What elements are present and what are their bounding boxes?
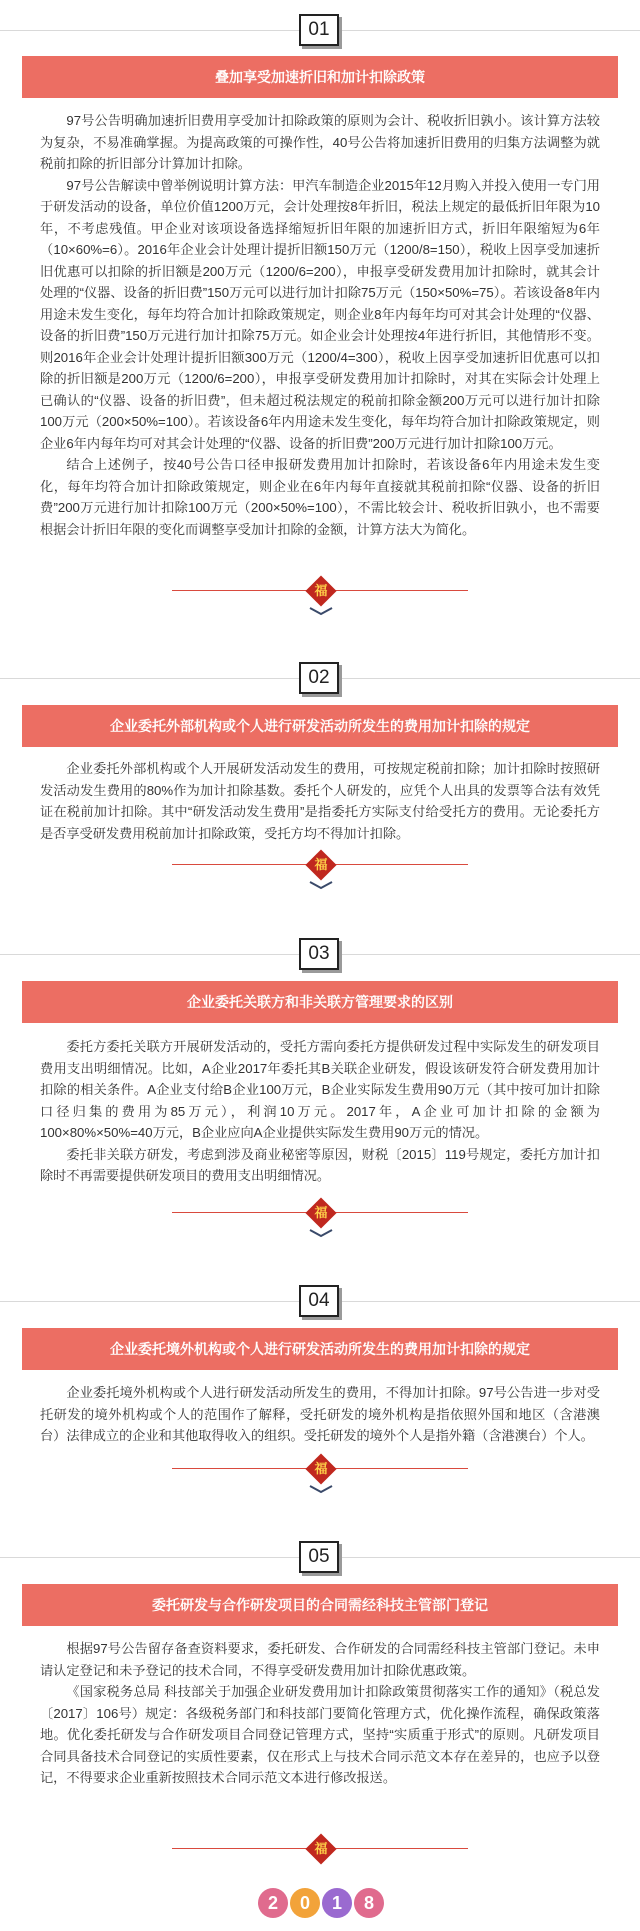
section-number-04 bbox=[0, 1285, 640, 1319]
chevron-down-icon bbox=[308, 1484, 334, 1494]
section-title-banner bbox=[22, 1584, 618, 1626]
paragraph: 根据97号公告留存备查资料要求，委托研发、合作研发的合同需经科技主管部门登记。未申请认定登记和未予登记的技术合同，不得享受研发费用加计扣除优惠政策。 bbox=[40, 1641, 600, 1678]
section-body bbox=[40, 1638, 600, 1789]
year-logo bbox=[250, 1878, 390, 1924]
year-digit: 8 bbox=[354, 1888, 384, 1918]
section-body bbox=[40, 758, 600, 844]
section-divider: 福 bbox=[0, 1456, 640, 1496]
section-number-05 bbox=[0, 1541, 640, 1575]
section-divider: 福 bbox=[0, 578, 640, 618]
section-title-banner bbox=[22, 56, 618, 98]
section-number-box: 01 bbox=[299, 14, 339, 46]
paragraph: 《国家税务总局 科技部关于加强企业研发费用加计扣除政策贯彻落实工作的通知》（税总发〔2017〕106号）规定：各级税务部门和科技部门要简化管理方式，优化操作流程，确保政策落地。优化委托研发与合作研发项目合同登记管理方式，坚持“实质重于形式”的原则。凡研发项目合同具备技术合同登记的实质性要素，仅在形式上与技术合同示范文本存在差异的，也应予以登记，不得要求企业重新按照技术合同示范文本进行修改报送。 bbox=[40, 1684, 600, 1785]
section-title-banner bbox=[22, 981, 618, 1023]
section-title: 叠加享受加速折旧和加计扣除政策 bbox=[215, 69, 425, 85]
chevron-down-icon bbox=[308, 880, 334, 890]
section-title: 委托研发与合作研发项目的合同需经科技主管部门登记 bbox=[152, 1597, 488, 1613]
paragraph: 委托非关联方研发，考虑到涉及商业秘密等原因，财税〔2015〕119号规定，委托方加计扣除时不再需要提供研发项目的费用支出明细情况。 bbox=[40, 1146, 600, 1183]
section-divider: 福 bbox=[0, 1836, 640, 1876]
paragraph: 97号公告解读中曾举例说明计算方法：甲汽车制造企业2015年12月购入并投入使用一专门用于研发活动的设备，单位价值1200万元，会计处理按8年折旧，税法上规定的最低折旧年限为10年，不考虑残值。甲企业对该项设备选择缩短折旧年限的加速折旧方式，折旧年限缩短为6年（10×60%=6）。2016年企业会计处理计提折旧额150万元（1200/8=150），税收上因享受加速折旧优惠可以扣除的折旧额是200万元（1200/6=200），申报享受研发费用加计扣除时，就其会计处理的“仪器、设备的折旧费”150万元可以进行加计扣除75万元（150×50%=75）。若该设备8年内用途未发生变化，每年均符合加计扣除政策规定，则企业8年内每年均可对其会计处理的“仪器、设备的折旧费”150万元进行加计扣除75万元。如企业会计处理按4年进行折旧，其他情形不变。则2016年企业会计处理计提折旧额300万元（1200/4=300），税收上因享受加速折旧优惠可以扣除的折旧额是200万元（1200/6=200），申报享受研发费用加计扣除时，对其在实际会计处理上已确认的“仪器、设备的折旧费”，但未超过税法规定的税前扣除金额200万元可以进行加计扣除100万元（200×50%=100）。若该设备6年内用途未发生变化，每年均符合加计扣除政策规定，则企业6年内每年均可对其会计处理的“仪器、设备的折旧费”200万元进行加计扣除100万元。 bbox=[40, 177, 600, 451]
year-digit: 1 bbox=[322, 1888, 352, 1918]
year-digit: 2 bbox=[258, 1888, 288, 1918]
paragraph: 委托方委托关联方开展研发活动的，受托方需向委托方提供研发过程中实际发生的研发项目费用支出明细情况。比如，A企业2017年委托其B关联企业研发，假设该研发符合研发费用加计扣除的相关条件。A企业支付给B企业100万元，B企业实际发生费用90万元（其中按可加计扣除口径归集的费用为85万元），利润10万元。2017年，A企业可加计扣除的金额为100×80%×50%=40万元，B企业应向A企业提供实际发生费用90万元的情况。 bbox=[40, 1039, 600, 1140]
section-title: 企业委托境外机构或个人进行研发活动所发生的费用加计扣除的规定 bbox=[110, 1341, 530, 1357]
section-body bbox=[40, 1382, 600, 1447]
chevron-down-icon bbox=[308, 1228, 334, 1238]
section-divider: 福 bbox=[0, 1200, 640, 1240]
section-title-banner bbox=[22, 705, 618, 747]
section-title-banner bbox=[22, 1328, 618, 1370]
section-number-box: 04 bbox=[299, 1285, 339, 1317]
section-number-box: 03 bbox=[299, 938, 339, 970]
year-digit: 0 bbox=[290, 1888, 320, 1918]
section-divider: 福 bbox=[0, 852, 640, 892]
section-title: 企业委托关联方和非关联方管理要求的区别 bbox=[187, 994, 453, 1010]
section-title: 企业委托外部机构或个人进行研发活动所发生的费用加计扣除的规定 bbox=[110, 718, 530, 734]
section-number-box: 02 bbox=[299, 662, 339, 694]
section-number-02 bbox=[0, 662, 640, 696]
section-number-01 bbox=[0, 14, 640, 48]
section-body bbox=[40, 110, 600, 540]
section-number-box: 05 bbox=[299, 1541, 339, 1573]
chevron-down-icon bbox=[308, 606, 334, 616]
paragraph: 企业委托外部机构或个人开展研发活动发生的费用，可按规定税前扣除；加计扣除时按照研发活动发生费用的80%作为加计扣除基数。委托个人研发的，应凭个人出具的发票等合法有效凭证在税前加计扣除。其中“研发活动发生费用”是指委托方实际支付给受托方的费用。无论委托方是否享受研发费用税前加计扣除政策，受托方均不得加计扣除。 bbox=[40, 761, 600, 841]
paragraph: 企业委托境外机构或个人进行研发活动所发生的费用，不得加计扣除。97号公告进一步对受托研发的境外机构或个人的范围作了解释，受托研发的境外机构是指依照外国和地区（含港澳台）法律成立的企业和其他取得收入的组织。受托研发的境外个人是指外籍（含港澳台）个人。 bbox=[40, 1385, 600, 1443]
paragraph: 结合上述例子，按40号公告口径申报研发费用加计扣除时，若该设备6年内用途未发生变化，每年均符合加计扣除政策规定，则企业在6年内每年直接就其税前扣除“仪器、设备的折旧费”200万元进行加计扣除100万元（200×50%=100），不需比较会计、税收折旧孰小，也不需要根据会计折旧年限的变化而调整享受加计扣除的金额，计算方法大为简化。 bbox=[40, 457, 600, 537]
section-number-03 bbox=[0, 938, 640, 972]
section-body bbox=[40, 1036, 600, 1187]
paragraph: 97号公告明确加速折旧费用享受加计扣除政策的原则为会计、税收折旧孰小。该计算方法较为复杂，不易准确掌握。为提高政策的可操作性，40号公告将加速折旧费用的归集方法调整为就税前扣除的折旧部分计算加计扣除。 bbox=[40, 113, 600, 171]
